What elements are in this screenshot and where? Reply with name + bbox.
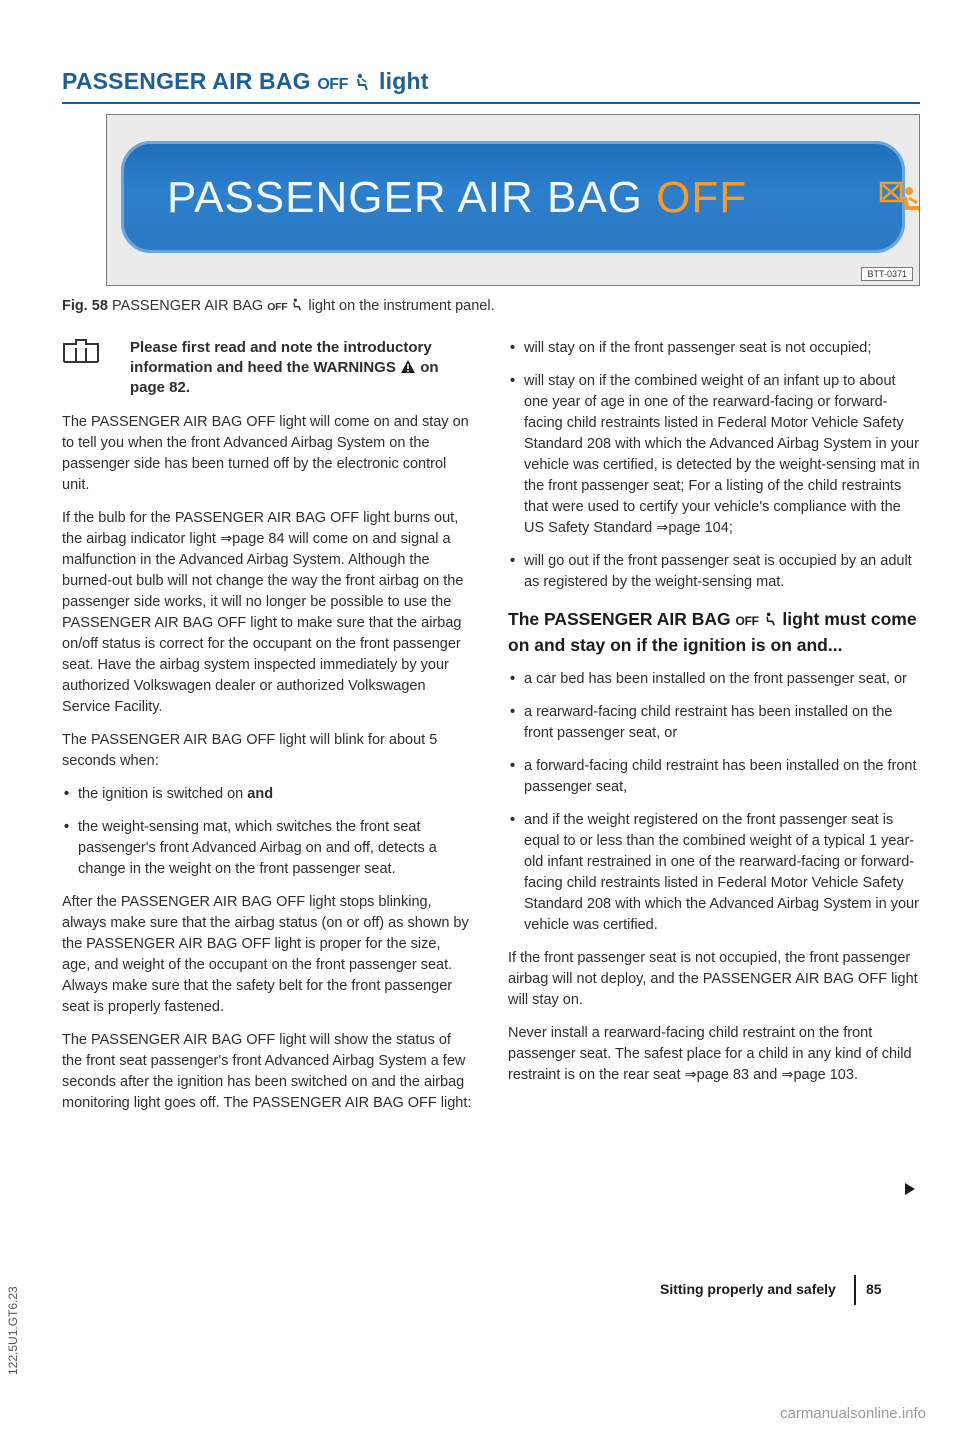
bullet-text: the ignition is switched on bbox=[78, 786, 244, 802]
paragraph: The PASSENGER AIR BAG OFF light will show the status of the front seat passenger's front Advanced Airbag System a few seconds after the ignition has been switched on and the airbag monitoring light goes off. The PASSENGER AIR BAG OFF light: bbox=[62, 1032, 472, 1111]
bullet-item: • will go out if the front passenger seat is occupied by an adult as registered by the weight-sensing mat. bbox=[508, 551, 920, 593]
warning-icon bbox=[400, 359, 416, 374]
bullet-item: • a rearward-facing child restraint has been installed on the front passenger seat, or bbox=[508, 702, 920, 744]
bullet-item: • a forward-facing child restraint has been installed on the front passenger seat, bbox=[508, 756, 920, 798]
title-text: PASSENGER AIR BAG bbox=[62, 68, 311, 94]
panel-label bbox=[167, 173, 747, 223]
paragraph: If the front passenger seat is not occupied, the front passenger airbag will not deploy, and the PASSENGER AIR BAG OFF light will stay on. bbox=[508, 950, 918, 1008]
intro-text: Please first read and note the introductory information and heed the WARNINGS bbox=[130, 339, 432, 376]
seated-passenger-icon bbox=[354, 73, 372, 91]
bullet-item: • the weight-sensing mat, which switches the front seat passenger's front Advanced Airbag on and off, detects a change in the weight on the front passenger seat. bbox=[62, 817, 472, 880]
figure-caption bbox=[62, 298, 495, 314]
figure-instrument-panel bbox=[106, 114, 920, 286]
title-suffix: light bbox=[379, 68, 429, 94]
right-column bbox=[508, 338, 920, 1098]
bullet-item: • and if the weight registered on the front passenger seat is equal to or less than the combined weight of a typical 1 year-old infant restrained in one of the rearward-facing or forward-facing child restraints listed in Federal Motor Vehicle Safety Standard 208 with which the Advanced Airbag System in your vehicle was certified. bbox=[508, 810, 920, 936]
caption-off-label: OFF bbox=[267, 301, 288, 313]
intro-note bbox=[62, 338, 472, 398]
page-number: 85 bbox=[866, 1281, 882, 1297]
book-icon bbox=[62, 338, 122, 364]
section-heading bbox=[508, 607, 920, 657]
left-column bbox=[62, 338, 472, 1126]
paragraph: Never install a rearward-facing child restraint on the front passenger seat. The safest place for a child in any kind of child restraint is on the rear seat ⇒page 83 and ⇒page 103. bbox=[508, 1025, 912, 1083]
page-title bbox=[62, 68, 429, 95]
seated-passenger-icon bbox=[764, 612, 778, 626]
document-code: 122.5U1.GT6.23 bbox=[6, 1286, 20, 1375]
heading-text-a: The PASSENGER AIR BAG bbox=[508, 609, 731, 629]
caption-text-a: PASSENGER AIR BAG bbox=[111, 298, 264, 314]
paragraph: The PASSENGER AIR BAG OFF light will come on and stay on to tell you when the front Advanced Airbag System on the passenger side has been turned off by the electronic control unit. bbox=[62, 414, 469, 493]
panel-text: PASSENGER AIR BAG bbox=[167, 173, 643, 222]
caption-text-b: light on the instrument panel. bbox=[308, 298, 495, 314]
paragraph: If the bulb for the PASSENGER AIR BAG OFF light burns out, the airbag indicator light ⇒page 84 will come on and signal a malfunction in the Advanced Airbag System. Although the burned-out bulb will not change the way the front airbag on the passenger side works, it will no longer be possible to use the PASSENGER AIR BAG OFF light to make sure that the airbag on/off status is correct for the occupant on the front passenger seat. Have the airbag system inspected immediately by your authorized Volkswagen dealer or authorized Volkswagen Service Facility. bbox=[62, 510, 464, 715]
airbag-off-icon bbox=[879, 181, 920, 217]
figure-code: BTT-0371 bbox=[861, 267, 913, 281]
footer-divider bbox=[854, 1275, 856, 1305]
paragraph: After the PASSENGER AIR BAG OFF light stops blinking, always make sure that the airbag status (on or off) as shown by the PASSENGER AIR BAG OFF light is proper for the size, age, and weight of the occupant on the front passenger seat. Always make sure that the safety belt for the front passenger seat is properly fastened. bbox=[62, 894, 469, 1015]
continue-arrow-icon bbox=[904, 1182, 916, 1196]
bullet-and: and bbox=[247, 786, 274, 802]
warning-lamp-panel bbox=[121, 141, 905, 253]
title-off-label: OFF bbox=[317, 76, 348, 93]
heading-off-label: OFF bbox=[735, 614, 759, 628]
bullet-item bbox=[62, 784, 472, 805]
watermark: carmanualsonline.info bbox=[780, 1405, 926, 1422]
intro-page-ref: on page 82. bbox=[130, 359, 439, 396]
bullet-item: • will stay on if the front passenger seat is not occupied; bbox=[508, 338, 920, 359]
caption-label: Fig. 58 bbox=[62, 298, 108, 314]
seated-passenger-icon bbox=[291, 298, 304, 311]
heading-text-b: light must come on and stay on if the ignition is on and... bbox=[508, 609, 917, 655]
title-divider bbox=[62, 102, 920, 104]
bullet-item: • a car bed has been installed on the front passenger seat, or bbox=[508, 669, 920, 690]
footer-section-title: Sitting properly and safely bbox=[660, 1281, 836, 1297]
paragraph: The PASSENGER AIR BAG OFF light will blink for about 5 seconds when: bbox=[62, 732, 438, 769]
panel-off-label: OFF bbox=[656, 173, 748, 222]
bullet-item: • will stay on if the combined weight of an infant up to about one year of age in one of the rearward-facing or forward-facing child restraints listed in Federal Motor Vehicle Safety Standard 208 with which the Advanced Airbag System in your vehicle was certified, is detected by the weight-sensing mat in the front passenger seat; For a listing of the child restraints that were used to certify your vehicle's compliance with the US Safety Standard ⇒page 104; bbox=[508, 371, 920, 539]
